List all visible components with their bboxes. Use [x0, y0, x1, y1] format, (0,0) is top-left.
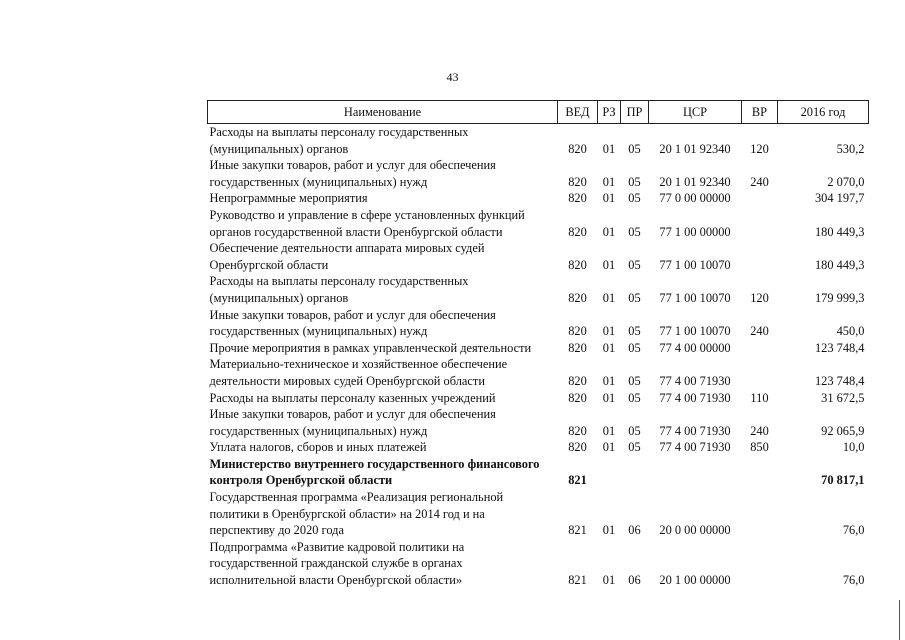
row-amount: 31 672,5: [821, 390, 865, 405]
row-vr: 120: [750, 141, 769, 156]
row-rz: 01: [602, 440, 616, 455]
row-rz: 01: [602, 390, 616, 405]
table-row: [208, 240, 869, 273]
row-amount: 92 065,9: [821, 423, 865, 438]
row-rz: 01: [602, 290, 616, 305]
row-csr: 20 1 00 00000: [659, 573, 731, 588]
row-name: Расходы на выплаты персоналу казенных учреждений: [209, 390, 496, 405]
row-csr: 77 1 00 10070: [659, 290, 731, 305]
row-amount: 304 197,7: [814, 191, 865, 206]
row-ved: 820: [568, 324, 587, 339]
table-row: [208, 489, 869, 539]
table-row: [208, 390, 869, 407]
table-row: [208, 406, 869, 439]
row-csr: 77 4 00 00000: [659, 340, 731, 355]
table-row: [208, 340, 869, 357]
row-csr: 77 4 00 71930: [659, 423, 731, 438]
row-rz: [598, 456, 621, 489]
row-amount: 530,2: [836, 141, 865, 156]
row-csr: 20 0 00 00000: [659, 523, 731, 538]
row-ved: 820: [568, 423, 587, 438]
row-ved: 821: [568, 523, 587, 538]
row-amount: 2 070,0: [827, 174, 865, 189]
row-vr: 120: [750, 290, 769, 305]
row-ved: 820: [568, 290, 587, 305]
row-ved: 821: [568, 573, 587, 588]
header-pr: ПР: [621, 101, 649, 124]
row-amount: 179 999,3: [814, 290, 865, 305]
row-name: Министерство внутреннего государственного финансового контроля Оренбургской области: [209, 456, 540, 488]
row-csr: [649, 456, 742, 489]
budget-table: [207, 100, 869, 589]
row-vr: 240: [750, 423, 769, 438]
row-amount: 123 748,4: [814, 373, 865, 388]
row-amount: 180 449,3: [814, 224, 865, 239]
row-rz: 01: [602, 191, 616, 206]
row-rz: 01: [602, 257, 616, 272]
row-pr: 05: [628, 174, 641, 189]
header-rz: РЗ: [598, 101, 621, 124]
row-amount: 10,0: [842, 440, 865, 455]
table-row: [208, 207, 869, 240]
row-vr: 240: [750, 174, 769, 189]
row-vr: 240: [750, 324, 769, 339]
row-pr: 05: [628, 423, 641, 438]
row-csr: 77 4 00 71930: [659, 390, 731, 405]
row-pr: 05: [628, 390, 641, 405]
row-pr: 05: [628, 340, 641, 355]
row-rz: 01: [602, 373, 616, 388]
table-body: [208, 124, 869, 589]
row-amount: 123 748,4: [814, 340, 865, 355]
row-pr: 06: [628, 523, 641, 538]
table-row: [208, 190, 869, 207]
row-ved: 820: [568, 191, 587, 206]
row-name: Уплата налогов, сборов и иных платежей: [209, 440, 427, 455]
row-csr: 20 1 01 92340: [659, 174, 731, 189]
row-ved: 820: [568, 440, 587, 455]
row-ved: 820: [568, 224, 587, 239]
row-rz: 01: [602, 523, 616, 538]
header-ved: ВЕД: [558, 101, 598, 124]
row-rz: 01: [602, 423, 616, 438]
row-csr: 77 4 00 71930: [659, 373, 731, 388]
row-pr: 06: [628, 573, 641, 588]
row-csr: 77 1 00 10070: [659, 257, 731, 272]
header-vr: ВР: [742, 101, 778, 124]
row-vr: [742, 207, 778, 240]
row-pr: 05: [628, 440, 641, 455]
table-row: [208, 124, 869, 158]
row-pr: 05: [628, 191, 641, 206]
row-pr: 05: [628, 324, 641, 339]
row-pr: 05: [628, 224, 641, 239]
row-csr: 77 0 00 00000: [659, 191, 731, 206]
row-amount: 76,0: [842, 523, 865, 538]
row-rz: 01: [602, 340, 616, 355]
header-name: Наименование: [208, 101, 558, 124]
table-row: [208, 157, 869, 190]
row-name: Расходы на выплаты персоналу государственных (муниципальных) органов: [209, 274, 469, 305]
row-vr: [742, 539, 778, 589]
row-name: Материально-техническое и хозяйственное обеспечение деятельности мировых судей Оренбургской области: [209, 357, 508, 388]
row-vr: [742, 356, 778, 389]
row-pr: 05: [628, 141, 641, 156]
table-row: [208, 456, 869, 489]
row-vr: [742, 190, 778, 207]
row-vr: [742, 340, 778, 357]
table-row: [208, 539, 869, 589]
row-name: Прочие мероприятия в рамках управленческой деятельности: [209, 340, 532, 355]
row-name: Непрограммные мероприятия: [209, 191, 368, 206]
table-row: [208, 307, 869, 340]
table-row: [208, 356, 869, 389]
row-rz: 01: [602, 324, 616, 339]
table-header-row: [208, 101, 869, 124]
row-pr: [621, 456, 649, 489]
row-ved: 820: [568, 174, 587, 189]
row-ved: 820: [568, 141, 587, 156]
row-name: Обеспечение деятельности аппарата мировых судей Оренбургской области: [209, 241, 485, 272]
row-vr: 110: [750, 390, 769, 405]
row-rz: 01: [602, 141, 616, 156]
row-csr: 77 4 00 71930: [659, 440, 731, 455]
row-amount: 180 449,3: [814, 257, 865, 272]
row-ved: 820: [568, 340, 587, 355]
page-number: 43: [446, 70, 459, 84]
row-rz: 01: [602, 573, 616, 588]
row-name: Иные закупки товаров, работ и услуг для обеспечения государственных (муниципальных) нужд: [209, 158, 496, 189]
row-amount: 450,0: [836, 324, 865, 339]
row-csr: 20 1 01 92340: [659, 141, 731, 156]
row-vr: [742, 456, 778, 489]
row-pr: 05: [628, 373, 641, 388]
row-rz: 01: [602, 224, 616, 239]
row-ved: 820: [568, 390, 587, 405]
row-amount: 76,0: [842, 573, 865, 588]
row-name: Государственная программа «Реализация региональной политики в Оренбургской области» на 2014 год и на перспективу до 2020 года: [209, 490, 504, 538]
scan-edge-mark: [899, 600, 900, 640]
row-name: Руководство и управление в сфере установленных функций органов государственной власти Оренбургской области: [209, 207, 525, 239]
table-row: [208, 273, 869, 306]
row-ved: 820: [568, 257, 587, 272]
row-name: Иные закупки товаров, работ и услуг для обеспечения государственных (муниципальных) нужд: [209, 307, 496, 339]
row-ved: 821: [568, 473, 587, 488]
row-vr: 850: [750, 440, 769, 455]
table-row: [208, 439, 869, 456]
row-csr: 77 1 00 10070: [659, 324, 731, 339]
row-amount: 70 817,1: [821, 473, 865, 488]
row-rz: 01: [602, 174, 616, 189]
row-vr: [742, 240, 778, 273]
row-vr: [742, 489, 778, 539]
row-ved: 820: [568, 373, 587, 388]
row-pr: 05: [628, 257, 641, 272]
header-year: 2016 год: [778, 101, 869, 124]
row-name: Расходы на выплаты персоналу государственных (муниципальных) органов: [209, 125, 469, 156]
header-csr: ЦСР: [649, 101, 742, 124]
row-name: Иные закупки товаров, работ и услуг для обеспечения государственных (муниципальных) нужд: [209, 407, 496, 438]
row-csr: 77 1 00 00000: [659, 224, 731, 239]
row-pr: 05: [628, 290, 641, 305]
row-name: Подпрограмма «Развитие кадровой политики на государственной гражданской службе в органах исполнительной власти Оренбургской области»: [209, 539, 465, 588]
